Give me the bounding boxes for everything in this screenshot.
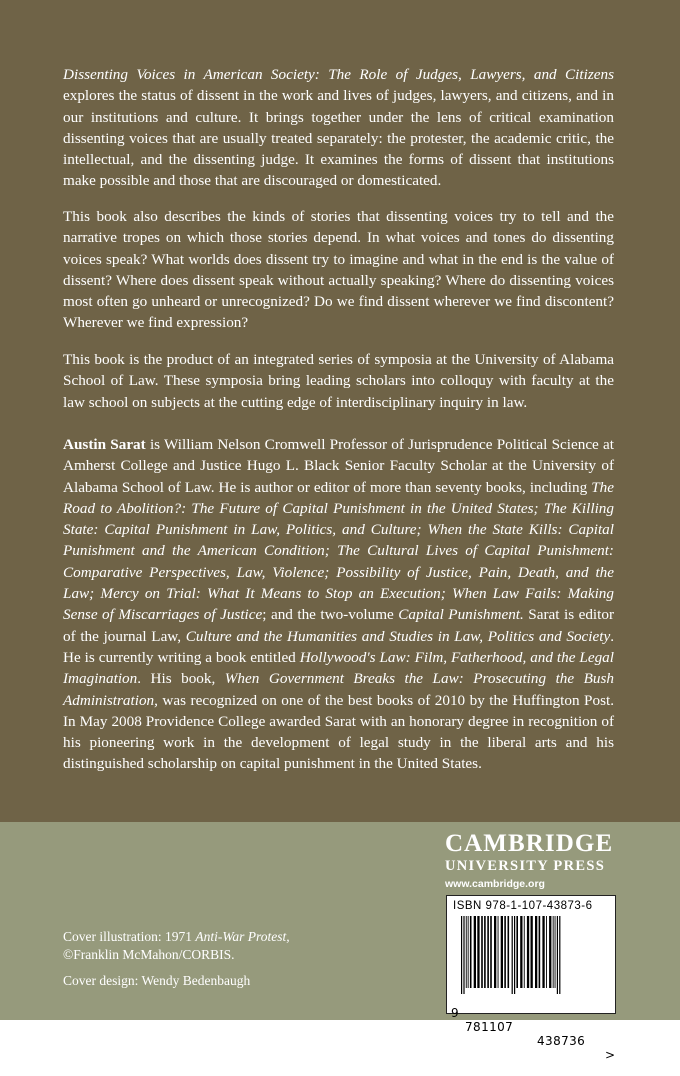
author-bio-text: is William Nelson Cromwell Professor of Jurisprudence Political Science at Amherst College and Justice Hugo L. Black Senior Faculty Scholar at the University of Alabama School of Law. He is author or editor of more than seventy books, including	[63, 436, 614, 496]
publisher-logo	[445, 831, 625, 892]
book-title-capital-punishment: Capital Punishment.	[398, 606, 524, 624]
author-bio-text: . He is currently writing a book entitled	[63, 627, 614, 666]
book-title-government: When Government Breaks the Law: Prosecuting the Bush Administration,	[63, 670, 614, 709]
blurb-paragraph-1	[63, 64, 614, 192]
book-list: The Road to Abolition?: The Future of Capital Punishment in the United States; The Killing State: Capital Punishment in Law, Politics, and Culture; When the State Kills: Capital Punishment and the American Condition; The Cultural Lives of Capital Punishment: Comparative Perspectives, Law, Violence; Possibility of Justice, Pain, Death, and the Law; Mercy on Trial: What It Means to Stop an Execution; When Law Fails: Making Sense of Miscarriages of Justice	[63, 478, 614, 624]
illustration-source: ©Franklin McMahon/CORBIS.	[63, 947, 235, 962]
cover-design-credit: Cover design: Wendy Bedenbaugh	[63, 973, 251, 988]
ean-tail: >	[605, 1048, 616, 1062]
ean-digits	[447, 992, 615, 1076]
publisher-url: www.cambridge.org	[445, 878, 545, 890]
author-name: Austin Sarat	[63, 436, 146, 453]
barcode-box	[446, 895, 616, 1062]
ean-group-1: 781107	[465, 1020, 514, 1034]
author-bio-text: . His book,	[137, 670, 225, 688]
blurb-paragraph-3: This book is the product of an integrated series of symposia at the University of Alabama School of Law. These symposia bring leading scholars into colloquy with faculty at the law school on subjects at the cutting edge of interdisciplinary inquiry in law.	[63, 351, 614, 411]
publisher-subtitle: UNIVERSITY PRESS	[445, 858, 606, 874]
journal-title: Culture and the Humanities and Studies in Law, Politics and Society	[185, 627, 611, 645]
ean-group-2: 438736	[537, 1034, 586, 1048]
publisher-name: CAMBRIDGE	[445, 830, 614, 857]
barcode-icon	[461, 916, 601, 994]
blurb-paragraph-1-text: explores the status of dissent in the work and lives of judges, lawyers, and citizens, and in our institutions and culture. It brings together under the lens of critical examination dissenting voices that are usually treated separately: the protester, the academic critic, the intellectual, and the dissenting judge. It examines the forms of dissent that institutions make possible and those that are discouraged or domesticated.	[63, 87, 614, 190]
author-bio-text: was recognized on one of the best books of 2010 by the Huffington Post. In May 2008 Providence College awarded Sarat with an honorary degree in recognition of his pioneering work in the development of legal study in the liberal arts and his distinguished scholarship on capital punishment in the United States.	[63, 691, 614, 773]
author-bio	[63, 434, 614, 775]
cover-illustration-credit	[63, 928, 290, 964]
isbn-text: ISBN 978-1-107-43873-6	[453, 900, 593, 912]
book-title-hollywood: Hollywood's Law: Film, Fatherhood, and the Legal Imagination	[63, 648, 614, 688]
author-bio-text: Sarat is editor of the journal Law,	[63, 606, 615, 645]
blurb-paragraph-2: This book also describes the kinds of stories that dissenting voices try to tell and the narrative tropes on which those stories depend. In what voices and tones do dissenting voices speak? What worlds does dissent try to imagine and what in the end is the value of dissent? Where does dissent speak without actually speaking? Where do dissenting voices most often go unheard or unrecognized? Do we find dissent wherever we find discontent? Wherever we find expression?	[63, 208, 614, 332]
credit-prefix: Cover illustration: 1971	[63, 929, 196, 944]
author-bio-text: ; and the two-volume	[262, 606, 399, 624]
illustration-title: Anti-War Protest,	[195, 929, 290, 944]
book-title: Dissenting Voices in American Society: The Role of Judges, Lawyers, and Citizens	[63, 66, 614, 83]
ean-lead-digit: 9	[451, 1006, 460, 1020]
